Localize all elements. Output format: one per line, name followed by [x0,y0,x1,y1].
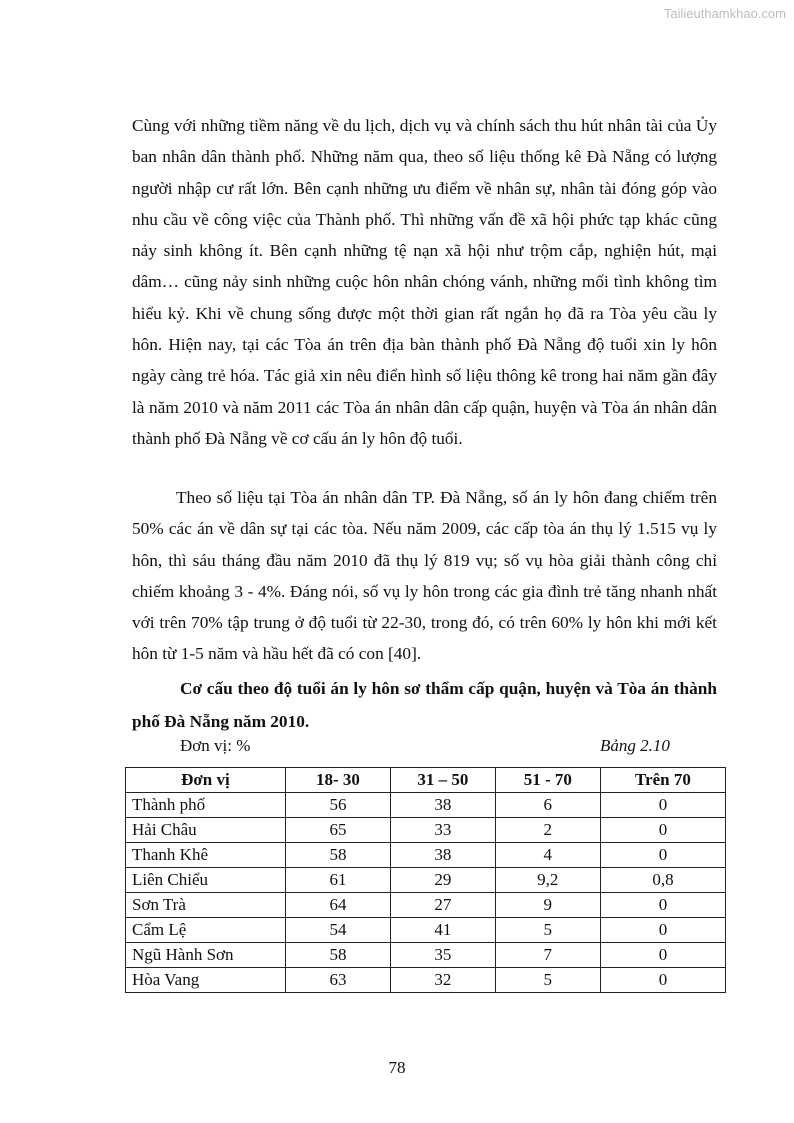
header-31-50: 31 – 50 [391,768,496,793]
table-heading: Cơ cấu theo độ tuổi án ly hôn sơ thẩm cấp quận, huyện và Tòa án thành phố Đà Nẵng năm 2010. [132,679,717,731]
cell-value: 58 [285,943,390,968]
cell-value: 2 [495,818,600,843]
cell-unit: Ngũ Hành Sơn [126,943,286,968]
cell-unit: Hòa Vang [126,968,286,993]
cell-value: 29 [391,868,496,893]
cell-value: 6 [495,793,600,818]
cell-unit: Cẩm Lệ [126,918,286,943]
divorce-age-table [125,767,726,993]
table-row [126,818,726,843]
cell-value: 5 [495,918,600,943]
table-row [126,793,726,818]
cell-value: 32 [391,968,496,993]
cell-value: 35 [391,943,496,968]
cell-value: 54 [285,918,390,943]
cell-value: 33 [391,818,496,843]
cell-value: 0 [600,893,725,918]
page-number: 78 [388,1058,406,1077]
cell-value: 0 [600,793,725,818]
cell-value: 64 [285,893,390,918]
header-unit: Đơn vị [126,768,286,793]
header-51-70: 51 - 70 [495,768,600,793]
table-number: Bảng 2.10 [600,736,670,755]
cell-unit: Thành phố [126,793,286,818]
header-over-70: Trên 70 [600,768,725,793]
watermark: Tailieuthamkhao.com [663,6,786,21]
cell-value: 65 [285,818,390,843]
table-row [126,918,726,943]
cell-value: 0 [600,818,725,843]
table-row [126,943,726,968]
cell-value: 0 [600,918,725,943]
cell-value: 56 [285,793,390,818]
table-row [126,893,726,918]
cell-value: 0 [600,843,725,868]
cell-unit: Hải Châu [126,818,286,843]
cell-value: 38 [391,843,496,868]
table-row [126,843,726,868]
cell-value: 5 [495,968,600,993]
table-row [126,968,726,993]
cell-unit: Liên Chiểu [126,868,286,893]
cell-value: 9 [495,893,600,918]
paragraph-1: Cùng với những tiềm năng về du lịch, dịch vụ và chính sách thu hút nhân tài của Ủy ban nhân dân thành phố. Những năm qua, theo số liệu thống kê Đà Nẵng có lượng người nhập cư rất lớn. Bên cạnh những ưu điểm về nhân sự, nhân tài đóng góp vào nhu cầu về công việc của Thành phố. Thì những vấn đề xã hội phức tạp khác cũng nảy sinh không ít. Bên cạnh những tệ nạn xã hội như trộm cắp, nghiện hút, mại dâm… cũng nảy sinh những cuộc hôn nhân chóng vánh, những mối tình không tìm hiểu kỷ. Khi về chung sống được một thời gian rất ngắn họ đã ra Tòa yêu cầu ly hôn. Hiện nay, tại các Tòa án trên địa bàn thành phố Đà Nẵng độ tuổi xin ly hôn ngày càng trẻ hóa. Tác giả xin nêu điển hình số liệu thông kê trong hai năm gần đây là năm 2010 và năm 2011 các Tòa án nhân dân cấp quận, huyện và Tòa án nhân dân thành phố Đà Nẵng về cơ cấu án ly hôn độ tuổi. [132,116,717,448]
cell-value: 38 [391,793,496,818]
cell-unit: Sơn Trà [126,893,286,918]
cell-value: 61 [285,868,390,893]
table-row [126,868,726,893]
cell-value: 63 [285,968,390,993]
cell-value: 4 [495,843,600,868]
paragraph-2: Theo số liệu tại Tòa án nhân dân TP. Đà Nẵng, số án ly hôn đang chiếm trên 50% các án về dân sự tại các tòa. Nếu năm 2009, các cấp tòa án thụ lý 1.515 vụ ly hôn, thì sáu tháng đầu năm 2010 đã thụ lý 819 vụ; số vụ hòa giải thành công chỉ chiếm khoảng 3 - 4%. Đáng nói, số vụ ly hôn trong các gia đình trẻ tăng nhanh nhất với trên 70% tập trung ở độ tuổi từ 22-30, trong đó, có trên 60% ly hôn khi mới kết hôn từ 1-5 năm và hầu hết đã có con [40]. [132,488,717,664]
header-18-30: 18- 30 [285,768,390,793]
table-header-row [126,768,726,793]
cell-value: 0,8 [600,868,725,893]
cell-unit: Thanh Khê [126,843,286,868]
cell-value: 27 [391,893,496,918]
unit-label: Đơn vị: % [180,736,251,755]
cell-value: 0 [600,943,725,968]
cell-value: 0 [600,968,725,993]
cell-value: 9,2 [495,868,600,893]
cell-value: 58 [285,843,390,868]
cell-value: 41 [391,918,496,943]
cell-value: 7 [495,943,600,968]
